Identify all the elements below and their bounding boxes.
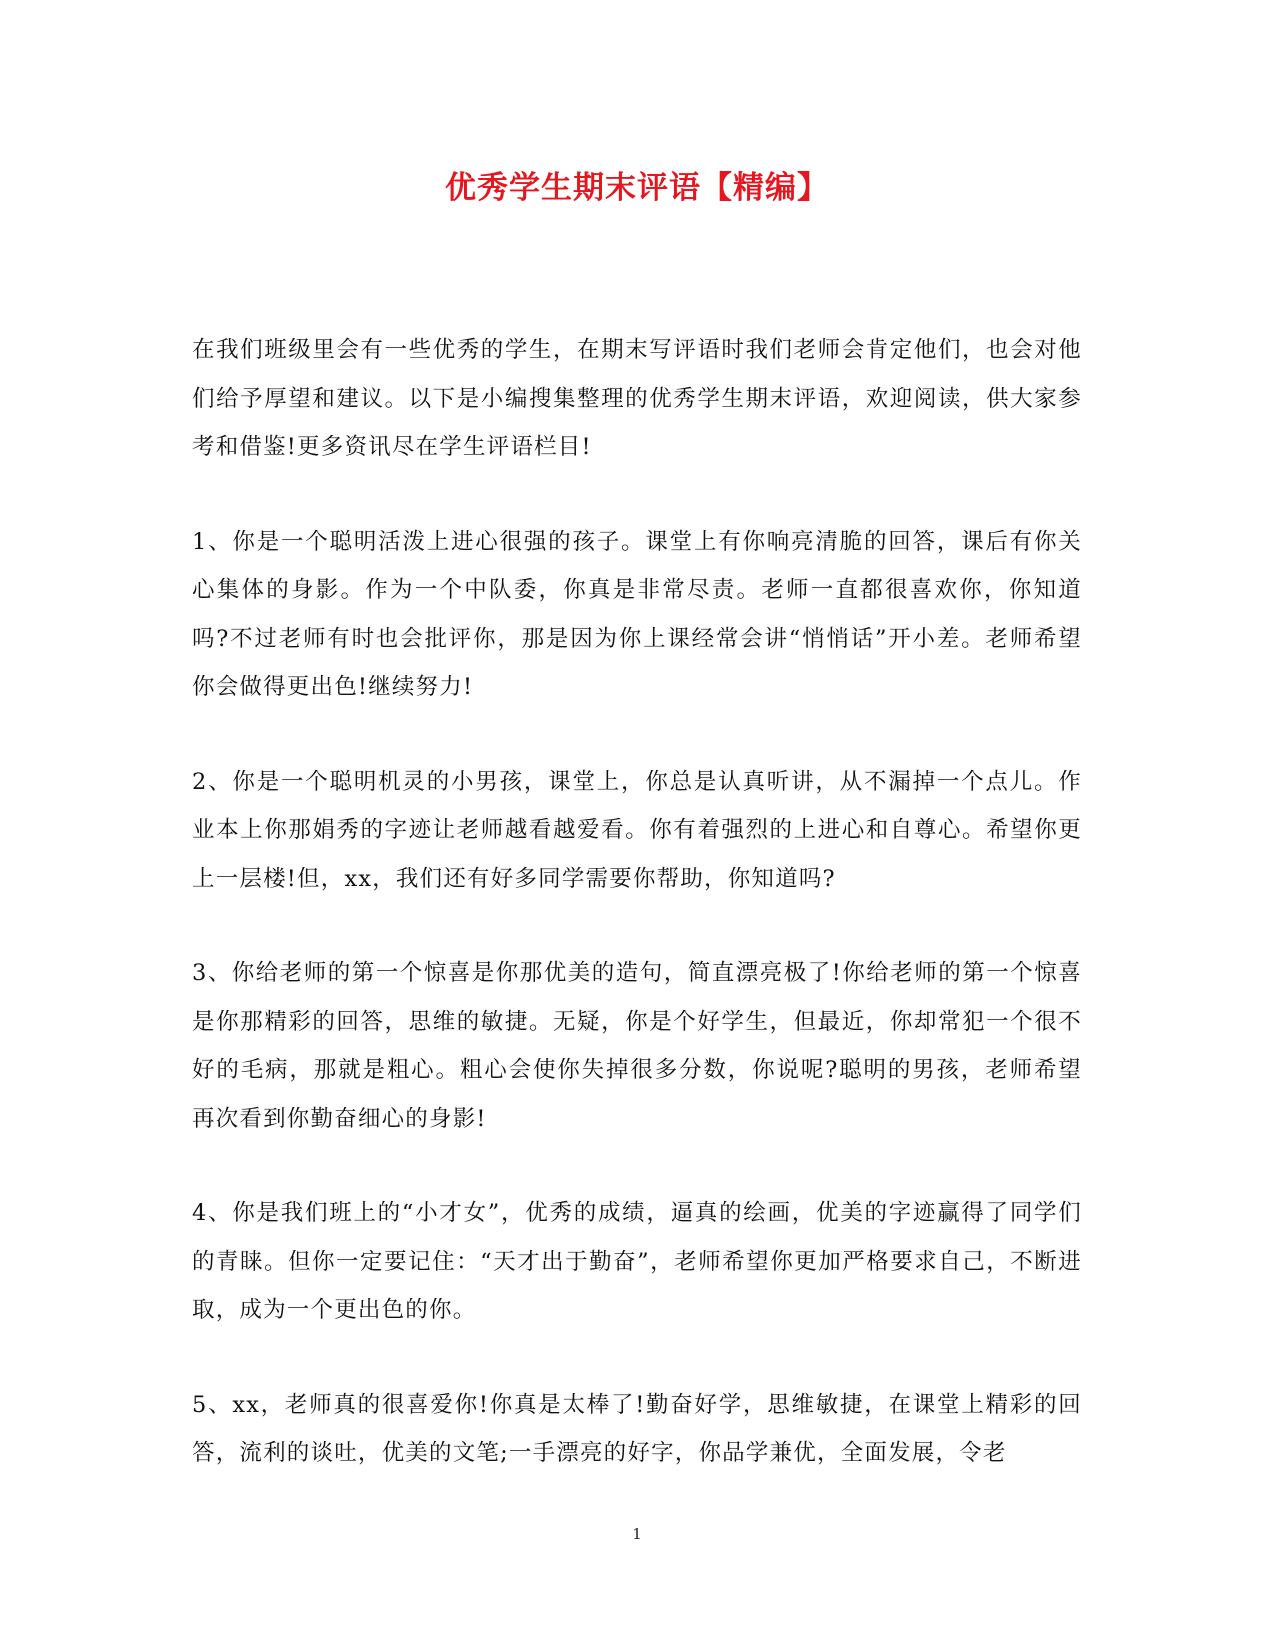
comment-paragraph-2: 2、你是一个聪明机灵的小男孩，课堂上，你总是认真听讲，从不漏掉一个点儿。作业本上你那娟秀的字迹让老师越看越爱看。你有着强烈的上进心和自尊心。希望你更上一层楼!但，xx，我们还有好多同学需要你帮助，你知道吗? [192,768,1082,892]
document-body [192,326,1082,1524]
page-number: 1 [632,1525,642,1543]
document-title: 优秀学生期末评语【精编】 [445,170,829,206]
comment-paragraph-3: 3、你给老师的第一个惊喜是你那优美的造句，简直漂亮极了!你给老师的第一个惊喜是你那精彩的回答，思维的敏捷。无疑，你是个好学生，但最近，你却常犯一个很不好的毛病，那就是粗心。粗心会使你失掉很多分数，你说呢?聪明的男孩，老师希望再次看到你勤奋细心的身影! [192,960,1082,1132]
comment-paragraph-5: 5、xx，老师真的很喜爱你!你真是太棒了!勤奋好学，思维敏捷，在课堂上精彩的回答，流利的谈吐，优美的文笔;一手漂亮的好字，你品学兼优，全面发展，令老 [192,1391,1082,1466]
comment-paragraph-1: 1、你是一个聪明活泼上进心很强的孩子。课堂上有你响亮清脆的回答，课后有你关心集体的身影。作为一个中队委，你真是非常尽责。老师一直都很喜欢你，你知道吗?不过老师有时也会批评你，那是因为你上课经常会讲“悄悄话”开小差。老师希望你会做得更出色!继续努力! [192,528,1082,700]
intro-paragraph: 在我们班级里会有一些优秀的学生，在期末写评语时我们老师会肯定他们，也会对他们给予厚望和建议。以下是小编搜集整理的优秀学生期末评语，欢迎阅读，供大家参考和借鉴!更多资讯尽在学生评语栏目! [192,337,1082,460]
comment-paragraph-4: 4、你是我们班上的“小才女”，优秀的成绩，逼真的绘画，优美的字迹赢得了同学们的青睐。但你一定要记住：“天才出于勤奋”，老师希望你更加严格要求自己，不断进取，成为一个更出色的你。 [192,1200,1082,1323]
